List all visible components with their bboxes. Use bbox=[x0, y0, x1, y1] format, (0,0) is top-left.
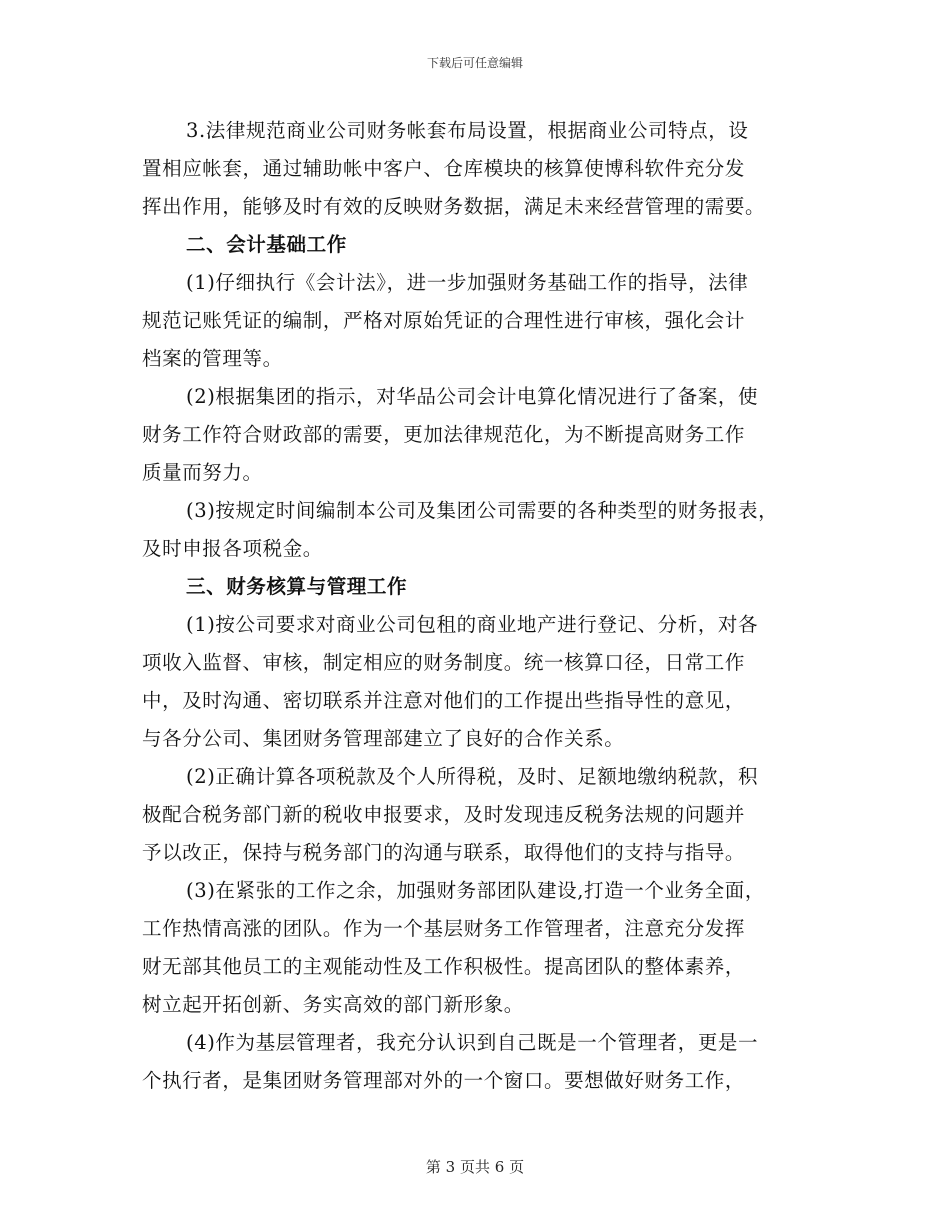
section-heading bbox=[142, 226, 822, 264]
page-footer: 第 3 页共 6 页 bbox=[425, 1158, 525, 1176]
document-body bbox=[142, 112, 822, 1100]
text-line: 予以改正，保持与税务部门的沟通与联系，取得他们的支持与指导。 bbox=[142, 841, 746, 864]
text-line: 规范记账凭证的编制，严格对原始凭证的合理性进行审核，强化会计 bbox=[142, 309, 746, 332]
text-line: (1)仔细执行《会计法》，进一步加强财务基础工作的指导，法律 bbox=[186, 271, 749, 294]
text-line: (3)在紧张的工作之余，加强财务部团队建设,打造一个业务全面， bbox=[186, 879, 765, 902]
page-header: 下载后可任意编辑 bbox=[426, 56, 523, 70]
paragraph bbox=[142, 264, 822, 378]
text-line: (3)按规定时间编制本公司及集团公司需要的各种类型的财务报表， bbox=[186, 499, 779, 522]
text-line: 挥出作用，能够及时有效的反映财务数据，满足未来经营管理的需要。 bbox=[142, 195, 766, 218]
paragraph bbox=[142, 758, 822, 872]
text-line: 与各分公司、集团财务管理部建立了良好的合作关系。 bbox=[142, 727, 625, 750]
text-line: 财无部其他员工的主观能动性及工作积极性。提高团队的整体素养， bbox=[142, 955, 746, 978]
paragraph bbox=[142, 1024, 822, 1100]
text-line: 工作热情高涨的团队。作为一个基层财务工作管理者，注意充分发挥 bbox=[142, 917, 746, 940]
paragraph bbox=[142, 378, 822, 492]
text-line: 质量而努力。 bbox=[142, 461, 263, 484]
text-line: 及时申报各项税金。 bbox=[142, 537, 323, 560]
section-heading-text: 三、财务核算与管理工作 bbox=[186, 575, 408, 598]
text-line: (2)根据集团的指示，对华品公司会计电算化情况进行了备案，使 bbox=[186, 385, 759, 408]
paragraph bbox=[142, 492, 822, 568]
paragraph bbox=[142, 112, 822, 226]
text-line: 3.法律规范商业公司财务帐套布局设置，根据商业公司特点，设 bbox=[186, 119, 749, 142]
paragraph bbox=[142, 872, 822, 1024]
section-heading bbox=[142, 568, 822, 606]
text-line: 档案的管理等。 bbox=[142, 347, 283, 370]
section-heading-text: 二、会计基础工作 bbox=[186, 233, 347, 256]
text-line: 中，及时沟通、密切联系并注意对他们的工作提出些指导性的意见， bbox=[142, 689, 746, 712]
text-line: (1)按公司要求对商业公司包租的商业地产进行登记、分析，对各 bbox=[186, 613, 759, 636]
text-line: (4)作为基层管理者，我充分认识到自己既是一个管理者，更是一 bbox=[186, 1031, 759, 1054]
text-line: 树立起开拓创新、务实高效的部门新形象。 bbox=[142, 993, 524, 1016]
text-line: (2)正确计算各项税款及个人所得税，及时、足额地缴纳税款，积 bbox=[186, 765, 759, 788]
text-line: 财务工作符合财政部的需要，更加法律规范化，为不断提高财务工作 bbox=[142, 423, 746, 446]
text-line: 个执行者，是集团财务管理部对外的一个窗口。要想做好财务工作， bbox=[142, 1069, 746, 1092]
text-line: 项收入监督、审核，制定相应的财务制度。统一核算口径，日常工作 bbox=[142, 651, 746, 674]
text-line: 置相应帐套，通过辅助帐中客户、仓库模块的核算使博科软件充分发 bbox=[142, 157, 746, 180]
text-line: 极配合税务部门新的税收申报要求，及时发现违反税务法规的问题并 bbox=[142, 803, 746, 826]
paragraph bbox=[142, 606, 822, 758]
